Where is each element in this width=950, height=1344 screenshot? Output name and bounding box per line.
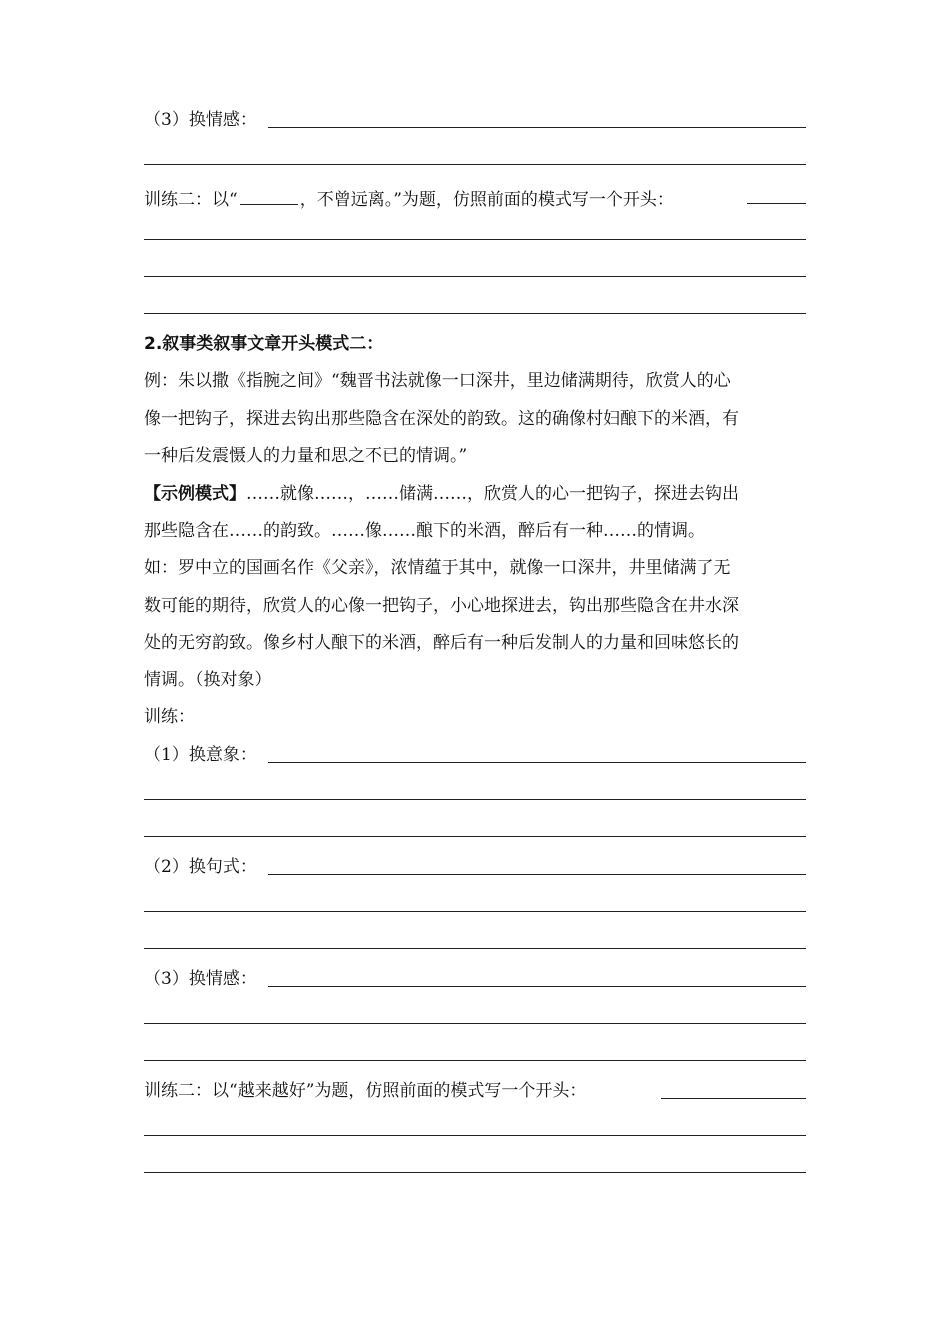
sample-line: 如：罗中立的国画名作《父亲》，浓情蕴于其中，就像一口深井，井里储满了无 xyxy=(144,558,731,578)
answer-line[interactable] xyxy=(144,276,806,277)
answer-line[interactable] xyxy=(268,762,806,763)
answer-line[interactable] xyxy=(268,986,806,987)
sample-line: 情调。（换对象） xyxy=(144,670,272,690)
example-line: 例：朱以撒《指腕之间》“魏晋书法就像一口深井，里边储满期待，欣赏人的心 xyxy=(144,371,731,391)
item2-label: （2）换句式： xyxy=(144,857,257,877)
answer-line[interactable] xyxy=(144,948,806,949)
training2-prefix: 训练二：以“ xyxy=(144,190,238,210)
example-line: 像一把钩子，探进去钩出那些隐含在深处的韵致。这的确像村妇酿下的米酒，有 xyxy=(144,409,739,429)
model-line xyxy=(144,484,739,504)
item1-label: （1）换意象： xyxy=(144,745,257,765)
title-blank[interactable] xyxy=(240,186,298,205)
answer-line[interactable] xyxy=(144,836,806,837)
model-line: 那些隐含在……的韵致。……像……酿下的米酒，醉后有一种……的情调。 xyxy=(144,521,705,541)
example-line: 一种后发震慑人的力量和思之不已的情调。” xyxy=(144,446,468,466)
item3-label-top: （3）换情感： xyxy=(144,110,257,130)
answer-line[interactable] xyxy=(144,1060,806,1061)
answer-line[interactable] xyxy=(144,1172,806,1173)
answer-line[interactable] xyxy=(144,164,806,165)
answer-line[interactable] xyxy=(144,313,806,314)
answer-line[interactable] xyxy=(144,799,806,800)
answer-line[interactable] xyxy=(268,127,806,128)
answer-line[interactable] xyxy=(144,911,806,912)
training2-prompt: 训练二：以“越来越好”为题，仿照前面的模式写一个开头： xyxy=(144,1081,587,1101)
sample-line: 处的无穷韵致。像乡村人酿下的米酒，醉后有一种后发制人的力量和回味悠长的 xyxy=(144,633,739,653)
answer-line[interactable] xyxy=(144,1135,806,1136)
answer-line[interactable] xyxy=(661,1098,806,1099)
answer-line[interactable] xyxy=(144,1023,806,1024)
item3-label: （3）换情感： xyxy=(144,969,257,989)
training2-suffix: ，不曾远离。”为题，仿照前面的模式写一个开头： xyxy=(299,190,674,210)
answer-line[interactable] xyxy=(747,203,806,204)
answer-line[interactable] xyxy=(144,239,806,240)
section-heading: 2.叙事类叙事文章开头模式二： xyxy=(144,334,384,354)
sample-line: 数可能的期待，欣赏人的心像一把钩子，小心地探进去，钩出那些隐含在井水深 xyxy=(144,596,739,616)
training2-prompt-top xyxy=(144,186,674,210)
model-text: ……就像……，……储满……，欣赏人的心一把钩子，探进去钩出 xyxy=(246,484,739,504)
model-label: 【示例模式】 xyxy=(144,484,246,504)
answer-line[interactable] xyxy=(268,874,806,875)
training-label: 训练： xyxy=(144,707,195,727)
